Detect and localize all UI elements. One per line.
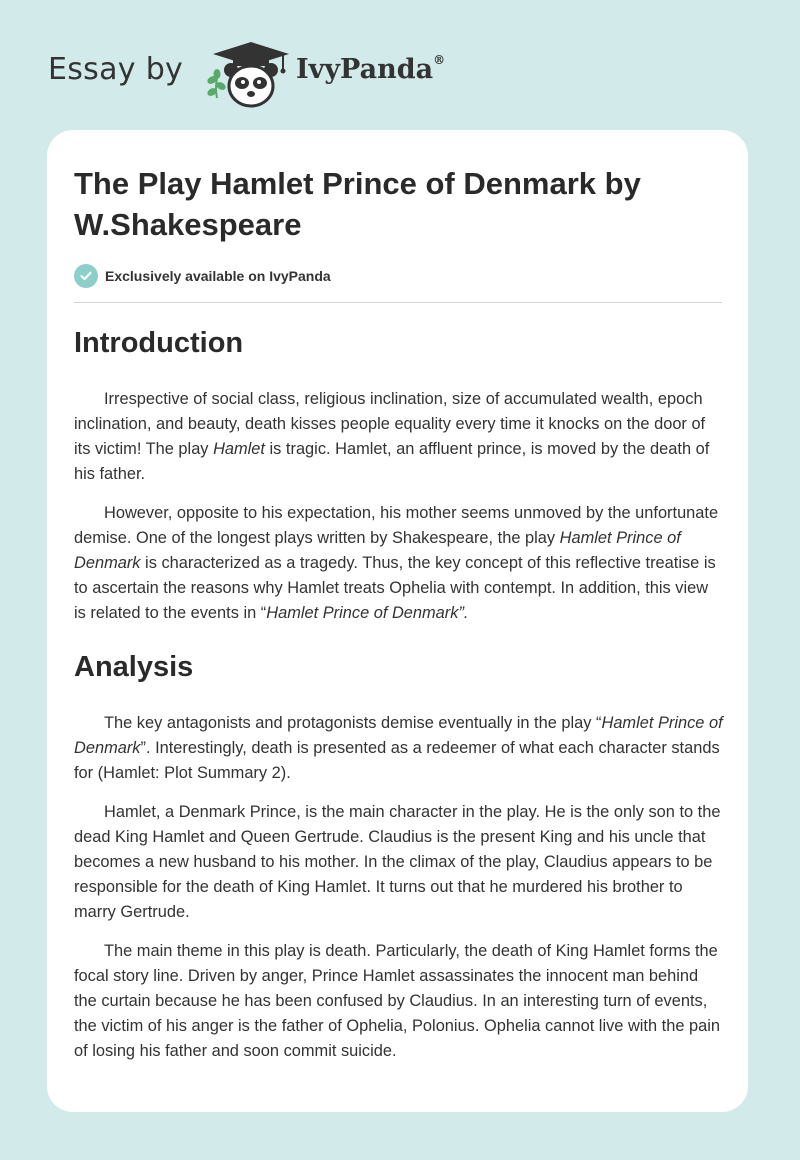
text-run: Hamlet, a Denmark Prince, is the main character in the play. He is the only son to the dead King Hamlet and Queen Gertrude. Claudius is the present King and his uncle that becomes a new husband to his mother. In the climax of the play, Claudius appears to be responsible for the death of King Hamlet. It turns out that he murdered his brother to marry Gertrude. [74,803,721,921]
site-header [0,0,800,125]
text-run: However, opposite to his expectation, his mother seems unmoved by the unfortunate demise. One of the longest plays written by Shakespeare, the play [74,504,719,547]
text-run: ”. Interestingly, death is presented as a redeemer of what each character stands for (Hamlet: Plot Summary 2). [74,739,720,782]
paragraph [74,387,724,487]
essay-title: The Play Hamlet Prince of Denmark by W.Shakespeare [74,166,641,242]
italic-text: Hamlet Prince of Denmark [74,714,723,757]
paragraph [74,800,724,925]
essay-body [74,323,724,1064]
text-run: is characterized as a tragedy. Thus, the key concept of this reflective treatise is to ascertain the reasons why Hamlet treats Ophelia with contempt. In addition, this view is related to the events in “ [74,554,716,622]
essay-card [47,130,748,1112]
italic-text: Hamlet [213,440,265,458]
brand-name [296,54,445,85]
check-icon [74,264,98,288]
registered-mark: ® [433,53,446,67]
exclusive-badge-text: Exclusively available on IvyPanda [105,268,331,284]
paragraph [74,711,724,786]
section-heading: Analysis [74,651,194,683]
section-heading: Introduction [74,327,244,359]
italic-text: Hamlet Prince of Denmark [74,529,681,572]
panda-graduation-cap-icon [203,38,295,110]
divider [74,302,722,303]
exclusive-badge [74,263,331,289]
paragraph [74,939,724,1064]
essay-by-label: Essay by [48,52,184,87]
paragraph [74,501,724,626]
italic-text: Hamlet Prince of Denmark”. [266,604,469,622]
brand-text: IvyPanda [296,54,434,85]
text-run: Irrespective of social class, religious inclination, size of accumulated wealth, epoch inclination, and beauty, death kisses people equality every time it knocks on the door of its victim! The play [74,390,706,458]
leaf-icon [206,69,227,98]
text-run: The main theme in this play is death. Particularly, the death of King Hamlet forms the focal story line. Driven by anger, Prince Hamlet assassinates the innocent man behind the curtain because he has been confused by Claudius. In an interesting turn of events, the victim of his anger is the father of Ophelia, Polonius. Ophelia cannot live with the pain of losing his father and soon commit suicide. [74,942,720,1060]
text-run: is tragic. Hamlet, an affluent prince, is moved by the death of his father. [74,440,710,483]
text-run: The key antagonists and protagonists demise eventually in the play “ [104,714,602,732]
